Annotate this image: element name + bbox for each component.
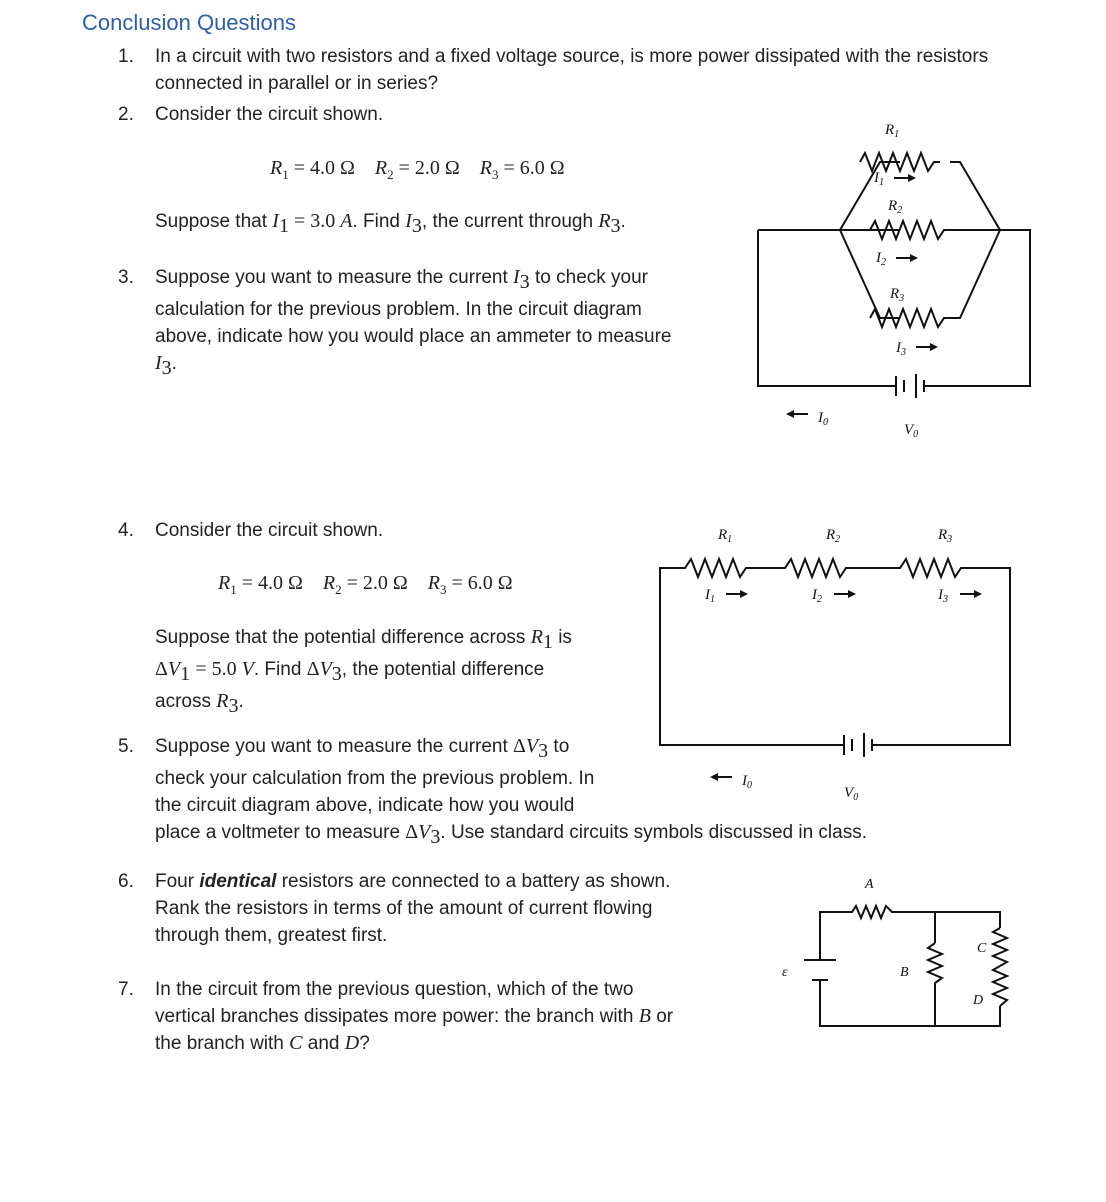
question-4-intro: Consider the circuit shown. — [155, 520, 384, 541]
question-2-text: Suppose that $I_1 = 3.0$ A. Find $I_3$, the current through $R_3$. — [155, 210, 626, 237]
i3-label: $I_3$ — [896, 340, 906, 358]
question-3-text: Suppose you want to measure the current $I_3$ to check your calculation for the previous problem. In the circuit diagram above, indicate how you would place an ammeter to measure $I_3$. — [155, 266, 672, 379]
question-number: 1. — [118, 46, 134, 67]
i1-label: $I_1$ — [874, 170, 884, 188]
question-7-text: In the circuit from the previous question, which of the two vertical branches dissipates more power: the branch with B or the branch with C and D? — [155, 979, 674, 1054]
resistor-c-label: C — [977, 941, 987, 956]
r1-label: $R_1$ — [885, 122, 900, 140]
resistor-values: $R_1 = 4.0$ Ω $R_2 = 2.0$ Ω $R_3 = 6.0$ Ω — [218, 572, 513, 597]
question-2-intro: Consider the circuit shown. — [155, 104, 384, 125]
question-5-text: Suppose you want to measure the current $\Delta V_3$ to check your calculation from the previous problem. In the circuit diagram above, indicate how you would place a voltmeter to measure $\Delta V_3$. Use standard circuits symbols discussed in class. — [155, 735, 867, 848]
question-number: 7. — [118, 979, 134, 1000]
question-number: 2. — [118, 104, 134, 125]
question-number: 4. — [118, 520, 134, 541]
question-1-text: In a circuit with two resistors and a fixed voltage source, is more power dissipated with the resistors connected in parallel or in series? — [155, 46, 989, 94]
r1-label: $R_1$ — [718, 527, 733, 545]
resistor-d-label: D — [973, 993, 984, 1008]
question-number: 3. — [118, 267, 134, 288]
resistor-values: $R_1 = 4.0$ Ω $R_2 = 2.0$ Ω $R_3 = 6.0$ Ω — [270, 157, 565, 182]
question-6-text: Four identical resistors are connected to a battery as shown. Rank the resistors in terms of the amount of current flowing through them, greatest first. — [155, 871, 671, 946]
v0-label: $V_0$ — [904, 422, 919, 440]
question-number: 5. — [118, 736, 134, 757]
question-number: 6. — [118, 871, 134, 892]
page-title: Conclusion Questions — [82, 10, 297, 35]
i3-label: $I_3$ — [938, 587, 948, 605]
four-resistor-circuit-diagram — [782, 868, 1030, 1038]
resistor-a-label: A — [865, 877, 874, 892]
emf-label: ε — [782, 965, 788, 980]
i0-label: $I_0$ — [742, 773, 752, 791]
i2-label: $I_2$ — [812, 587, 822, 605]
r2-label: $R_2$ — [888, 198, 903, 216]
question-4-text: Suppose that the potential difference across $R_1$ is $\Delta V_1 = 5.0$ V. Find $\Delta V_3$, the potential difference across $R_3$. — [155, 626, 572, 717]
r2-label: $R_2$ — [826, 527, 841, 545]
i0-label: $I_0$ — [818, 410, 828, 428]
r3-label: $R_3$ — [890, 286, 905, 304]
i1-label: $I_1$ — [705, 587, 715, 605]
resistor-b-label: B — [900, 965, 909, 980]
parallel-circuit-diagram — [740, 110, 1040, 450]
i2-label: $I_2$ — [876, 250, 886, 268]
v0-label: $V_0$ — [844, 785, 859, 803]
r3-label: $R_3$ — [938, 527, 953, 545]
